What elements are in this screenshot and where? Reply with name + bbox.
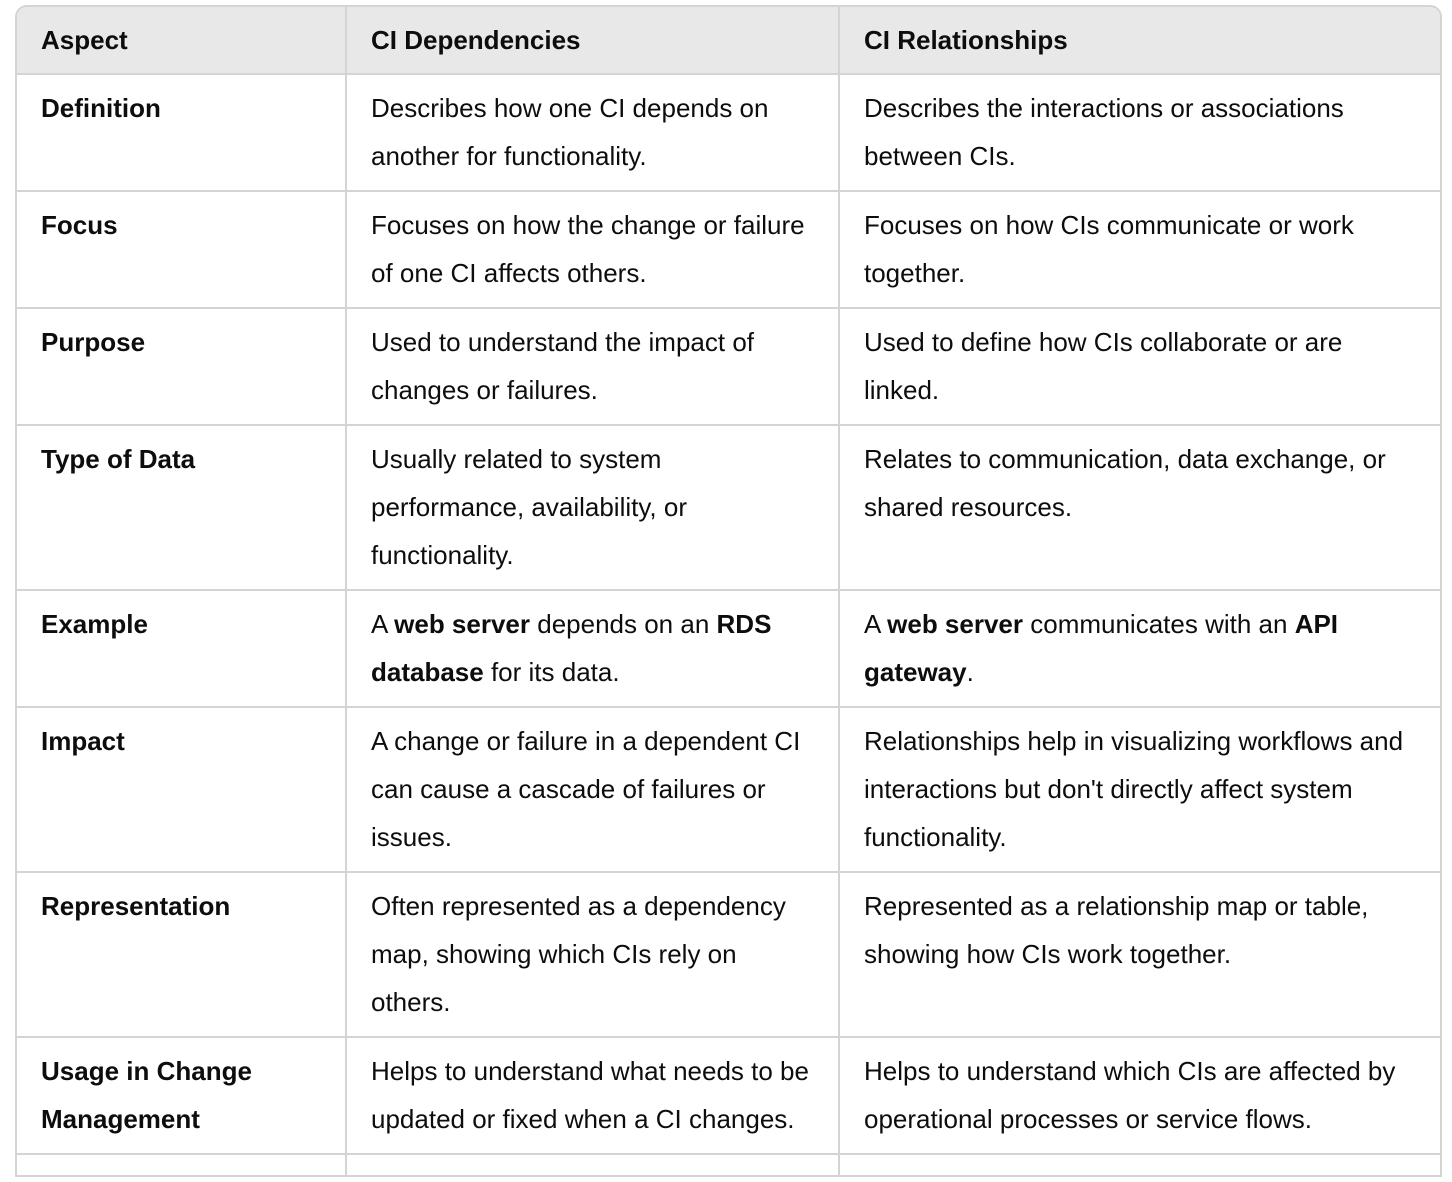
empty-cell <box>346 1154 839 1176</box>
dependency-cell <box>346 707 839 872</box>
relationship-cell <box>839 590 1440 707</box>
cell-text: Describes the interactions or associations between CIs. <box>864 93 1344 171</box>
table-row <box>17 707 1440 872</box>
dependency-cell <box>346 191 839 308</box>
table-row <box>17 191 1440 308</box>
cell-text: A change or failure in a dependent CI can cause a cascade of failures or issues. <box>371 726 801 852</box>
aspect-cell: Usage in Change Management <box>17 1037 346 1154</box>
dependency-cell <box>346 74 839 191</box>
table-header <box>17 7 1440 74</box>
empty-cell <box>839 1154 1440 1176</box>
dependency-cell <box>346 308 839 425</box>
dependency-cell <box>346 872 839 1037</box>
aspect-cell: Impact <box>17 707 346 872</box>
aspect-cell: Type of Data <box>17 425 346 590</box>
cell-text: Relationships help in visualizing workflows and interactions but don't directly affect system functionality. <box>864 726 1404 852</box>
table-row-cut-off <box>17 1154 1440 1176</box>
header-aspect: Aspect <box>17 7 346 74</box>
header-row <box>17 7 1440 74</box>
dependency-cell <box>346 425 839 590</box>
cell-text: communicates with an <box>1023 609 1295 639</box>
bold-term: API gateway <box>864 609 1339 687</box>
comparison-table-container <box>15 5 1442 1177</box>
bold-term: web server <box>887 609 1024 639</box>
cell-text: for its data. <box>483 657 620 687</box>
table-row <box>17 590 1440 707</box>
cell-text: depends on an <box>530 609 717 639</box>
table-row <box>17 74 1440 191</box>
table-body <box>17 74 1440 1176</box>
cell-text: Used to understand the impact of changes or failures. <box>371 327 755 405</box>
cell-text: Focuses on how the change or failure of one CI affects others. <box>371 210 805 288</box>
table-row <box>17 1037 1440 1154</box>
relationship-cell <box>839 308 1440 425</box>
bold-term: RDS database <box>371 609 772 687</box>
cell-text: Describes how one CI depends on another for functionality. <box>371 93 769 171</box>
dependency-cell <box>346 590 839 707</box>
cell-text: Often represented as a dependency map, showing which CIs rely on others. <box>371 891 786 1017</box>
cell-text: Relates to communication, data exchange, or shared resources. <box>864 444 1386 522</box>
aspect-cell: Definition <box>17 74 346 191</box>
cell-text: Helps to understand what needs to be updated or fixed when a CI changes. <box>371 1056 809 1134</box>
empty-cell <box>17 1154 346 1176</box>
header-ci-dependencies: CI Dependencies <box>346 7 839 74</box>
cell-text: . <box>966 657 974 687</box>
comparison-table <box>17 7 1440 1177</box>
table-row <box>17 308 1440 425</box>
dependency-cell <box>346 1037 839 1154</box>
cell-text: Used to define how CIs collaborate or are linked. <box>864 327 1343 405</box>
cell-text: Represented as a relationship map or table, showing how CIs work together. <box>864 891 1369 969</box>
aspect-cell: Representation <box>17 872 346 1037</box>
aspect-cell: Purpose <box>17 308 346 425</box>
cell-text: Focuses on how CIs communicate or work together. <box>864 210 1354 288</box>
aspect-cell: Example <box>17 590 346 707</box>
cell-text: A <box>371 609 395 639</box>
table-row <box>17 872 1440 1037</box>
relationship-cell <box>839 1037 1440 1154</box>
relationship-cell <box>839 425 1440 590</box>
relationship-cell <box>839 707 1440 872</box>
cell-text: A <box>864 609 888 639</box>
bold-term: web server <box>394 609 531 639</box>
header-ci-relationships: CI Relationships <box>839 7 1440 74</box>
relationship-cell <box>839 74 1440 191</box>
relationship-cell <box>839 191 1440 308</box>
cell-text: Helps to understand which CIs are affected by operational processes or service flows. <box>864 1056 1396 1134</box>
aspect-cell: Focus <box>17 191 346 308</box>
table-row <box>17 425 1440 590</box>
cell-text: Usually related to system performance, availability, or functionality. <box>371 444 687 570</box>
relationship-cell <box>839 872 1440 1037</box>
